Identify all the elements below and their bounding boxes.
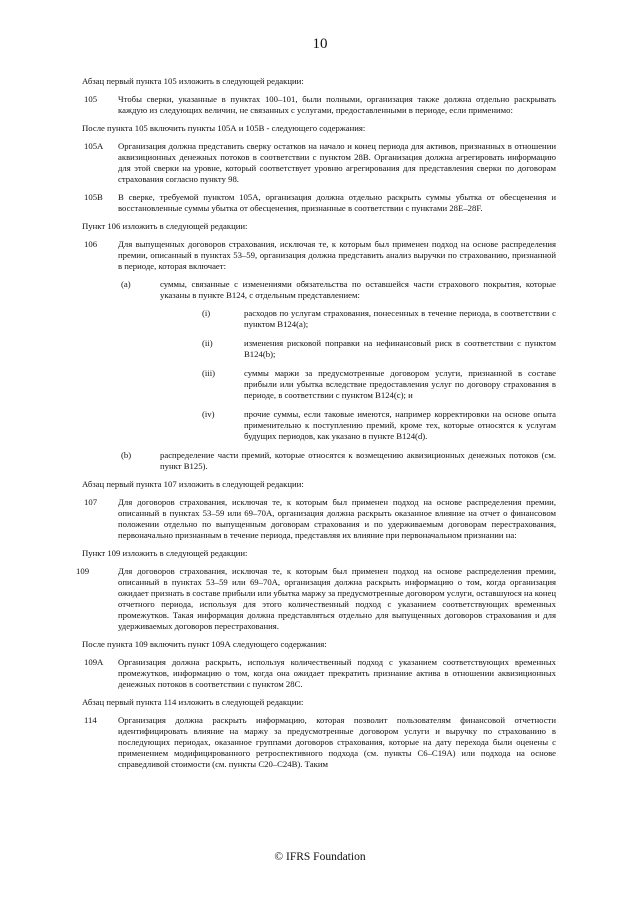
paragraph-number: 105В bbox=[84, 192, 103, 202]
paragraph-number: 107 bbox=[84, 497, 98, 507]
paragraph-105 bbox=[76, 94, 556, 116]
amendment-instruction: Абзац первый пункта 105 изложить в следующей редакции: bbox=[82, 76, 304, 86]
sub-item-ii bbox=[202, 338, 556, 360]
page-number: 10 bbox=[312, 36, 328, 52]
paragraph-109 bbox=[76, 566, 556, 632]
paragraph-text: В сверке, требуемой пунктом 105А, организация должна отдельно раскрыть суммы убытка от обесценения и восстановленные суммы убытка от обесценения, признанные в соответствии с пунктами 28Е–28F. bbox=[118, 192, 556, 213]
paragraph-text: Организация должна раскрыть информацию, которая позволит пользователям финансовой отчетности идентифицировать влияние на маржу за предусмотренные договором услуги и выручку по страхованию в последующих периодах, оказанное группами договоров страхования, которые на дату перехода были оценены с применением модифицированного ретроспективного подхода (см. пункты С6–С19А) или подхода на основе справедливой стоимости (см. пункты С20–С24В). Таким bbox=[118, 715, 556, 769]
paragraph-text: Для выпущенных договоров страхования, исключая те, к которым был применен подход на основе распределения премии, описанный в пунктах 53–59, организация должна представить анализ выручки по страхованию, признанной в периоде, которая включает: bbox=[118, 239, 556, 271]
sub-item-iv bbox=[202, 409, 556, 442]
amendment-instruction: После пункта 105 включить пункты 105А и 105В - следующего содержания: bbox=[82, 123, 366, 133]
list-item-a bbox=[118, 279, 556, 301]
paragraph-number: 109 bbox=[76, 566, 90, 576]
paragraph-text: Организация должна представить сверку остатков на начало и конец периода для активов, признанных в отношении аквизиционных денежных потоков в соответствии с пунктом 28В. Организация должна агрегировать информацию для этой сверки на уровне, который соответствует уровню агрегирования для представления сверки по договорам страхования согласно пункту 98. bbox=[118, 141, 556, 184]
list-item-b bbox=[118, 450, 556, 472]
sub-item-iii bbox=[202, 368, 556, 401]
paragraph-text: Для договоров страхования, исключая те, к которым был применен подход на основе распределения премии, описанный в пунктах 53–59 или 69–70А, организация должна раскрыть оказанное влияние на отчет о финансовом положении отдельно по выпущенным договорам страхования и по удерживаемым договорам перестрахования, первоначально признанным в течение периода, представляя их влияние при первоначальном признании на: bbox=[118, 497, 556, 540]
paragraph-number: 106 bbox=[84, 239, 98, 249]
sub-label: (iii) bbox=[202, 368, 216, 378]
sub-label: (ii) bbox=[202, 338, 213, 348]
paragraph-106 bbox=[76, 239, 556, 272]
paragraph-107 bbox=[76, 497, 556, 541]
sub-text: расходов по услугам страхования, понесенных в течение периода, в соответствии с пунктом В124(а); bbox=[244, 308, 556, 329]
sub-list bbox=[202, 308, 556, 442]
paragraph-number: 105А bbox=[84, 141, 104, 151]
list-text: суммы, связанные с изменениями обязательства по оставшейся части страхового покрытия, которые указаны в пункте В124, с отдельным представлением: bbox=[160, 279, 556, 300]
paragraph-number: 114 bbox=[84, 715, 97, 725]
paragraph-114 bbox=[76, 715, 556, 770]
amendment-instruction: Абзац первый пункта 114 изложить в следующей редакции: bbox=[82, 697, 304, 707]
amendment-instruction: После пункта 109 включить пункт 109А следующего содержания: bbox=[82, 639, 327, 649]
list-text: распределение части премий, которые относятся к возмещению аквизиционных денежных потоков (см. пункт В125). bbox=[160, 450, 556, 471]
sub-text: суммы маржи за предусмотренные договором услуги, признанной в составе прибыли или убытка вследствие предоставления услуг по договору страхования в периоде, в соответствии с пунктом В124(с); и bbox=[244, 368, 556, 400]
copyright-footer: © IFRS Foundation bbox=[274, 851, 366, 863]
sub-text: изменения рисковой поправки на нефинансовый риск в соответствии с пунктом В124(b); bbox=[244, 338, 556, 359]
paragraph-text: Чтобы сверки, указанные в пунктах 100–101, были полными, организация также должна отдельно раскрывать каждую из следующих величин, не связанных с услугами, предоставленными в периоде, если применимо: bbox=[118, 94, 556, 115]
sub-item-i bbox=[202, 308, 556, 330]
paragraph-text: Для договоров страхования, исключая те, к которым был применен подход на основе распределения премии, описанный в пунктах 53–59 или 69–70А, организация должна раскрыть информацию о том, когда организация ожидает признать в составе прибыли или убытка маржу за предусмотренные договором услуги, оставшуюся на конец отчетного периода, используя для этого количественный подход с указанием соответствующих временных промежутков. Такая информация должна представляться отдельно для выпущенных договоров страхования и для удерживаемых договоров перестрахования. bbox=[118, 566, 557, 631]
paragraph-106-list bbox=[118, 279, 556, 472]
paragraph-number: 109А bbox=[84, 657, 104, 667]
amendment-instruction: Пункт 106 изложить в следующей редакции: bbox=[82, 221, 248, 231]
paragraph-105a bbox=[76, 141, 556, 185]
document-body bbox=[76, 76, 556, 777]
amendment-instruction: Абзац первый пункта 107 изложить в следующей редакции: bbox=[82, 479, 304, 489]
list-label: (a) bbox=[121, 279, 131, 289]
sub-label: (i) bbox=[202, 308, 211, 318]
amendment-instruction: Пункт 109 изложить в следующей редакции: bbox=[82, 548, 248, 558]
paragraph-number: 105 bbox=[84, 94, 98, 104]
paragraph-text: Организация должна раскрыть, используя количественный подход с указанием соответствующих временных промежутков, информацию о том, когда она ожидает прекратить признание актива в отношении аквизиционных денежных потоков в соответствии с пунктом 28С. bbox=[118, 657, 556, 689]
paragraph-105b bbox=[76, 192, 556, 214]
sub-label: (iv) bbox=[202, 409, 215, 419]
sub-text: прочие суммы, если таковые имеются, например корректировки на основе опыта применительно к поступлению премий, кроме тех, которые относятся к услугам будущих периодов, как указано в пункте В124(d). bbox=[244, 409, 556, 441]
paragraph-109a bbox=[76, 657, 556, 690]
list-label: (b) bbox=[121, 450, 132, 460]
